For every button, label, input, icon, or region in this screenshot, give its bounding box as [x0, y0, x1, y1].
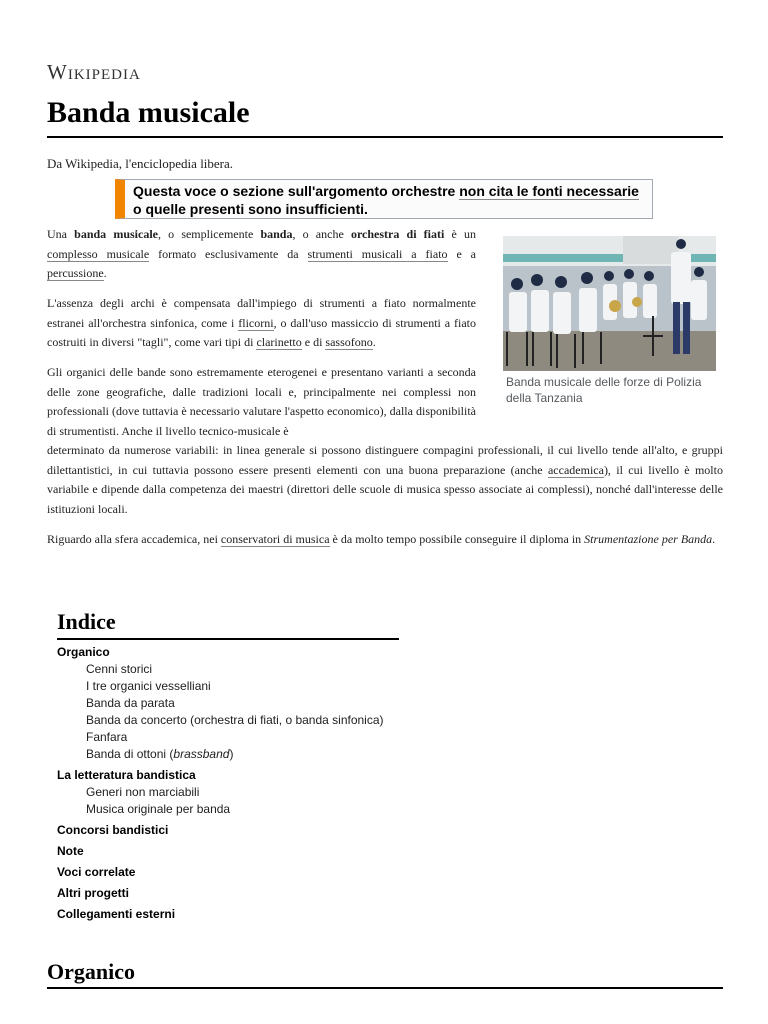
figure [503, 236, 716, 406]
text: Riguardo alla sfera accademica, nei [47, 532, 221, 546]
text: Banda di ottoni ( [86, 747, 174, 761]
toc-item-letteratura[interactable]: La letteratura bandistica [57, 768, 196, 782]
notice-link-sources[interactable]: non cita le fonti necessarie [459, 183, 639, 199]
text: ), il cui livello è molto variabile e dipende dalla competenza dei maestri (direttori delle scuole di musica spesso associate ai complessi), nonché dall'interesse delle istituzioni locali. [47, 462, 723, 516]
table-of-contents [57, 608, 399, 923]
text: ) [229, 747, 234, 761]
toc-item-banda-concerto[interactable]: Banda da concerto (orchestra di fiati, o banda sinfonica) [86, 713, 384, 727]
toc-title: Indice [57, 609, 116, 634]
notice-text-1: Questa voce o sezione sull'argomento orchestre [133, 183, 460, 199]
text: , o anche [292, 227, 351, 241]
toc-item-cenni-storici[interactable]: Cenni storici [86, 662, 153, 676]
link-conservatori[interactable]: conservatori di musica [220, 532, 330, 546]
bold-term: banda [260, 227, 293, 241]
paragraph-strumenti [47, 294, 476, 353]
paragraph-organici-part2 [47, 441, 723, 519]
section-title-organico: Organico [47, 959, 135, 984]
figure-caption: Banda musicale delle forze di Polizia della Tanzania [506, 375, 702, 405]
link-sassofono[interactable]: sassofono [325, 335, 373, 349]
toc-item-fanfara[interactable]: Fanfara [86, 730, 128, 744]
text: determinato da numerose variabili: in linea generale si possono distinguere compagini professionali, il cui livello tende all'alto, e gruppi dilettantistici, in cui tuttavia possono essere presenti elementi con una buona preparazione (anche [47, 443, 723, 477]
toc-item-organici-vesselliani[interactable]: I tre organici vesselliani [86, 679, 211, 693]
wikipedia-logo[interactable]: Wikipedia [47, 60, 141, 84]
citation-needed-notice [115, 179, 653, 219]
notice-text-2: o quelle presenti sono insufficienti [133, 201, 365, 217]
toc-item-collegamenti-esterni[interactable]: Collegamenti esterni [57, 907, 176, 921]
link-clarinetto[interactable]: clarinetto [256, 335, 302, 349]
page-title: Banda musicale [47, 96, 250, 129]
paragraph-accademica [47, 530, 723, 550]
toc-list [57, 644, 399, 923]
link-strumenti-fiato[interactable]: strumenti musicali a fiato [307, 246, 448, 261]
toc-item-banda-parata[interactable]: Banda da parata [86, 696, 175, 710]
text: , o dall'uso massiccio di strumenti a fiato costruiti in diversi "tagli", come vari tipi di [47, 315, 477, 349]
toc-item-generi-non-marciabili[interactable]: Generi non marciabili [86, 785, 200, 799]
title-divider [47, 136, 723, 138]
band-photo[interactable] [503, 236, 716, 371]
link-flicorni[interactable]: flicorni [238, 315, 274, 330]
tagline: Da Wikipedia, l'enciclopedia libera. [47, 156, 234, 171]
text: è un [444, 227, 476, 241]
paragraph-organici-part1: Gli organici delle bande sono estremamente eterogenei e presentano varianti a seconda delle zone geografiche, dalle tradizioni locali e, principalmente nei complessi non professionali (dove tuttavia è necessario valutare l'aspetto economico), dalla disponibilità di strumentisti. Anche il livello tecnico-musicale è [47, 365, 476, 438]
toc-item-altri-progetti[interactable]: Altri progetti [57, 886, 129, 900]
text: e a [447, 246, 477, 261]
toc-item-banda-ottoni[interactable] [57, 746, 399, 763]
text: , o semplicemente [158, 227, 261, 241]
text: . [712, 532, 716, 546]
text: è da molto tempo possibile conseguire il diploma in [329, 532, 585, 546]
text: e di [301, 335, 326, 349]
bold-term: orchestra di fiati [350, 227, 445, 241]
toc-item-organico[interactable]: Organico [57, 645, 110, 659]
notice-text-3: . [364, 201, 368, 217]
italic-term: Strumentazione per Banda [584, 532, 713, 546]
section-divider [47, 987, 723, 989]
text: . [372, 335, 376, 349]
intro-paragraph [47, 225, 476, 284]
italic-term: brassband [173, 747, 230, 761]
toc-item-voci-correlate[interactable]: Voci correlate [57, 865, 136, 879]
toc-divider [57, 638, 399, 640]
text: L'assenza degli archi è compensata dall'impiego di strumenti a fiato normalmente estranei all'orchestra sinfonica, come i [47, 296, 476, 330]
toc-item-note[interactable]: Note [57, 844, 84, 858]
text: formato esclusivamente da [149, 246, 308, 261]
toc-item-musica-originale[interactable]: Musica originale per banda [86, 802, 231, 816]
text: . [103, 266, 107, 280]
bold-term: banda musicale [74, 227, 158, 241]
link-complesso-musicale[interactable]: complesso musicale [47, 246, 150, 261]
text: Una [47, 227, 75, 241]
link-percussione[interactable]: percussione [47, 266, 104, 280]
link-accademica[interactable]: accademica [547, 462, 604, 477]
toc-item-concorsi[interactable]: Concorsi bandistici [57, 823, 169, 837]
